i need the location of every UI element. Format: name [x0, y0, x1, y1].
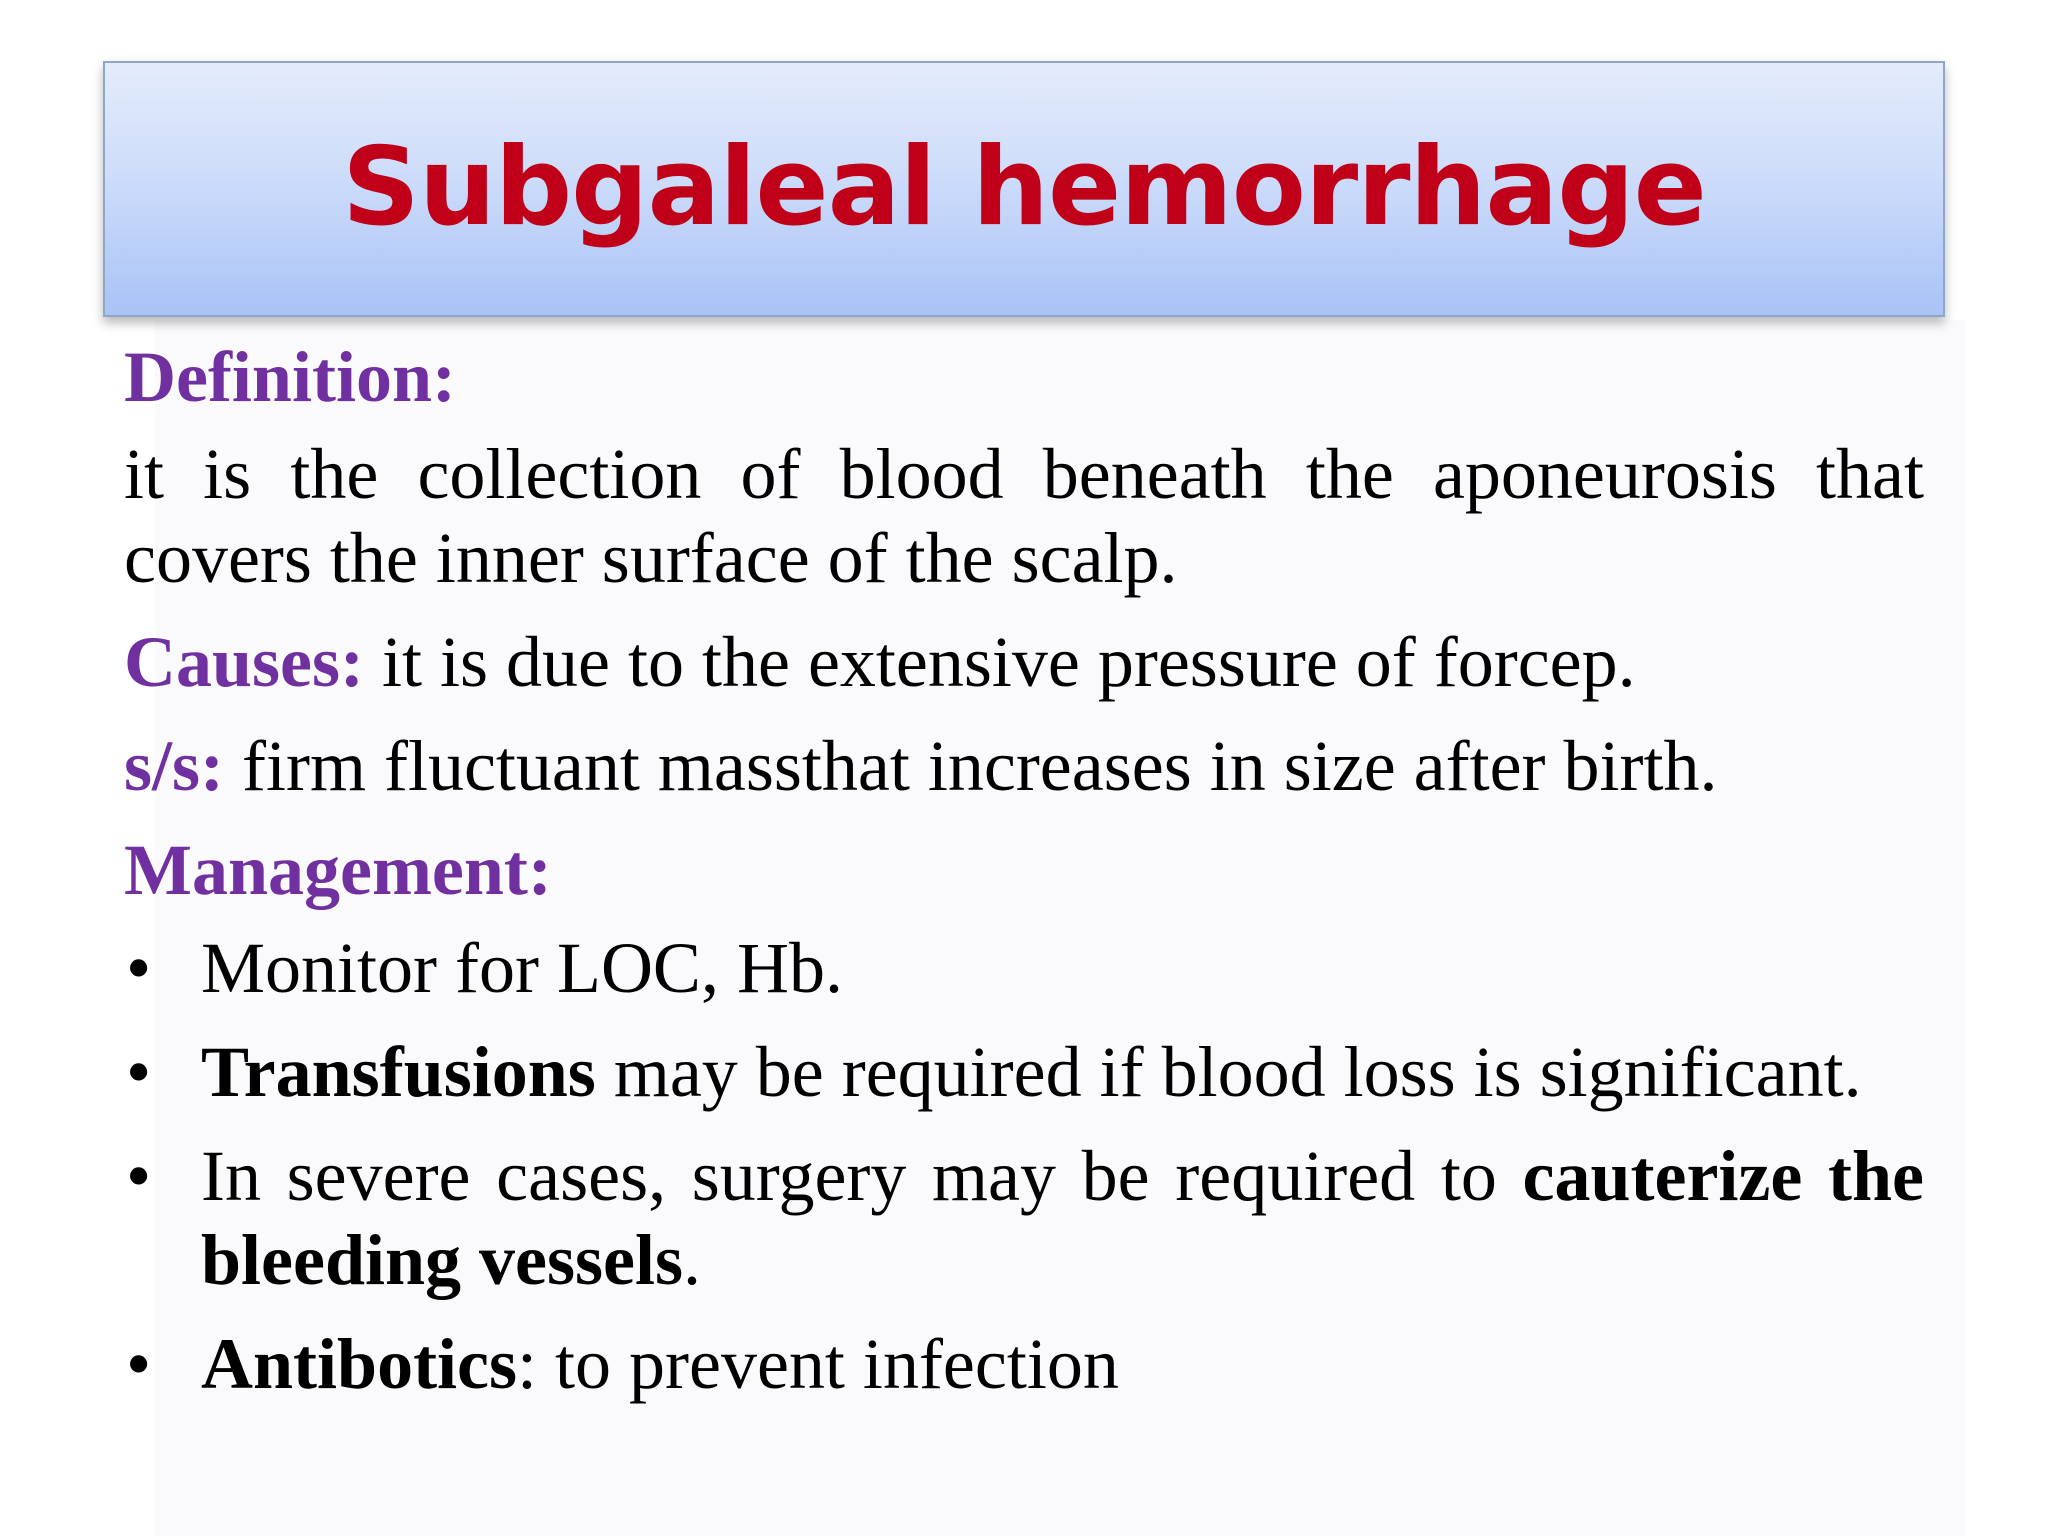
list-item	[124, 926, 1924, 1010]
list-item-text: In severe cases, surgery may be required to	[201, 1136, 1523, 1216]
list-item-text: may be required if blood loss is significant.	[595, 1032, 1862, 1112]
signs-label: s/s:	[124, 726, 225, 806]
list-item-suffix: .	[683, 1220, 702, 1300]
management-heading	[124, 828, 1924, 912]
list-item	[124, 1322, 1924, 1406]
list-item	[124, 1030, 1924, 1114]
list-item-bold-text: Transfusions	[201, 1032, 596, 1112]
signs-text: firm fluctuant massthat increases in size after birth.	[224, 726, 1718, 806]
list-item-bold-text: cauterize the bleeding vessels	[201, 1136, 1924, 1300]
definition-text: it is the collection of blood beneath the aponeurosis that covers the inner surface of the scalp.	[124, 434, 1924, 598]
list-item-text: Monitor for LOC, Hb.	[201, 928, 843, 1008]
causes-line	[124, 620, 1924, 704]
list-item-bold-text: Antibotics	[201, 1324, 518, 1404]
list-item	[124, 1134, 1924, 1302]
bullet-icon: •	[126, 1136, 152, 1216]
bullet-icon: •	[126, 1032, 152, 1112]
bullet-icon: •	[126, 928, 152, 1008]
definition-label: Definition:	[124, 337, 456, 417]
causes-label: Causes:	[124, 622, 365, 702]
title-box	[103, 61, 1945, 317]
management-label: Management:	[124, 830, 552, 910]
slide-title: Subgaleal hemorrhage	[342, 124, 1706, 250]
slide-content	[124, 335, 1924, 1426]
causes-text: it is due to the extensive pressure of forcep.	[364, 622, 1636, 702]
list-item-text: : to prevent infection	[517, 1324, 1119, 1404]
management-list	[124, 926, 1924, 1406]
bullet-icon: •	[126, 1324, 152, 1404]
definition-heading	[124, 335, 1924, 419]
signs-line	[124, 724, 1924, 808]
